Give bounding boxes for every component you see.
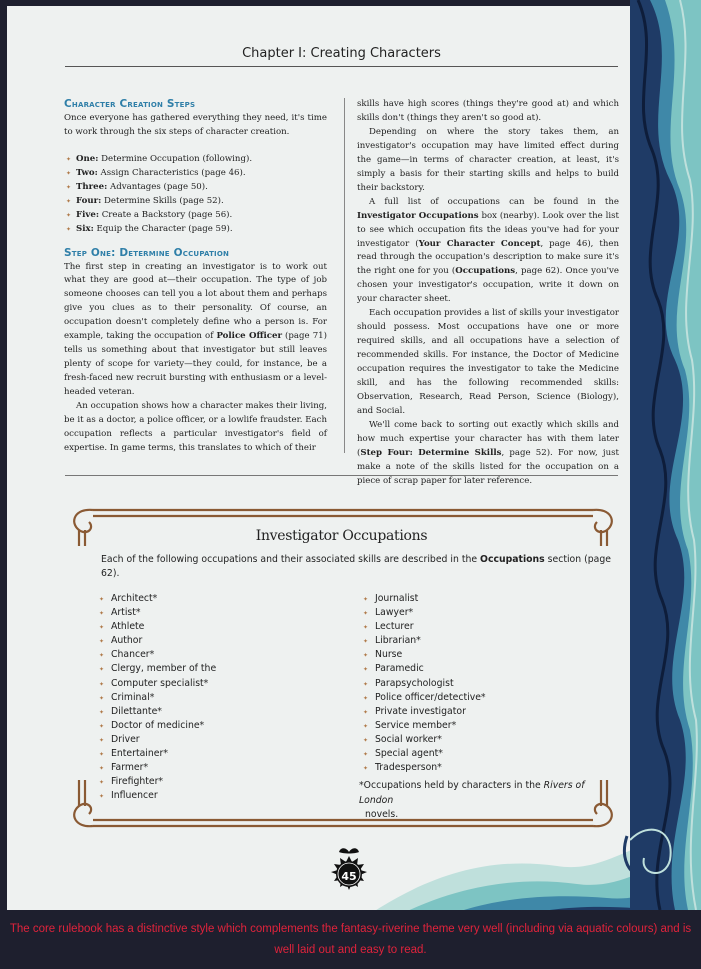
rulebook-page [7,6,667,910]
occupation-item: ✦ Social worker* [363,733,603,747]
occupation-item: ✦ Artist* [99,606,329,620]
occupation-item: ✦ Entertainer* [99,747,329,761]
paragraph: Each occupation provides a list of skills your investigator should possess. Most occupations have one or more required skills, and all occupations have a selection of recommended skills. For instance, the Doctor of Medicine occupation requires the investigator to take the Medicine skill, and has the following recommended skills: Observation, Research, Read Person, Science (Biology), and Social. [357,308,619,416]
occupation-item: ✦ Doctor of medicine* [99,719,329,733]
occupation-item: ✦ Service member* [363,719,603,733]
occupation-item: ✦ Journalist [363,592,603,606]
river-wave-border-decoration [630,0,701,910]
paragraph: A full list of occupations can be found in the Investigator Occupations box (nearby). Look over the list to see which occupation fits the ideas you've had for your investigator (Your Character Concept, page 46), then read through the occupation's description to make sure it's the right one for you (Occupations, page 62). Once you've chosen your investigator's occupation, write it down on your character sheet. [357,196,620,305]
column-divider [344,98,345,453]
occupation-item: ✦ Chancer* [99,648,329,662]
occupation-item: ✦ Lecturer [363,620,603,634]
steps-list [64,153,327,237]
page-number: 45 [341,870,357,883]
paragraph: Depending on where the story takes them, an investigator's occupation may have limited effect during the game—in terms of character creation, at least, it's simply a basis for their starting skills and helps to build their backstory. [357,126,619,193]
occupation-item: ✦ Architect* [99,592,329,606]
occupation-item: ✦ Special agent* [363,747,603,761]
occupations-list-left [99,592,329,803]
step-item: ✦ One: Determine Occupation (following). [66,153,327,167]
occupation-item: ✦ Police officer/detective* [363,691,603,705]
section-heading-steps: Character Creation Steps [64,98,196,110]
occupation-item: ✦ Athlete [99,620,329,634]
chapter-title: Chapter I: Creating Characters [242,46,441,61]
occupation-item: ✦ Firefighter* [99,775,329,789]
occupation-item: ✦ Computer specialist* [99,677,329,691]
spacer [64,140,327,153]
paragraph: We'll come back to sorting out exactly which skills and how much expertise your character has with them later (Step Four: Determine Skills, page 52). For now, just make a note of the skills listed for the occupation on a piece of scrap paper for later reference. [357,419,619,486]
step-item: ✦ Two: Assign Characteristics (page 46). [66,167,327,181]
occupation-item: ✦ Clergy, member of the [99,662,329,676]
occupation-item: ✦ Paramedic [363,662,603,676]
section-rule [65,475,618,476]
step-item: ✦ Four: Determine Skills (page 52). [66,195,327,209]
paragraph: skills have high scores (things they're good at) and which skills don't (things they aren't so good at). [357,99,619,123]
left-column [64,98,327,456]
occupation-item: ✦ Nurse [363,648,603,662]
section-heading-step-one: Step One: Determine Occupation [64,246,230,259]
box-intro: Each of the following occupations and their associated skills are described in the Occupations section (page 62). [101,554,611,579]
occupation-item: ✦ Farmer* [99,761,329,775]
paragraph: The first step in creating an investigator is to work out what they are good at—their occupation. The type of job someone chooses can tell you a lot about them and perhaps give you clues as to their personality. Of course, an occupation doesn't completely define who a person is. For example, taking the occupation of Police Officer (page 71) tells us something about that investigator but still leaves plenty of scope for variety—they could, for instance, be a fresh-faced new recruit bursting with enthusiasm or a level-headed veteran. [64,261,327,398]
steps-intro: Once everyone has gathered everything they need, it's time to work through the six steps of character creation. [64,112,327,137]
paragraph: An occupation shows how a character makes their living, be it as a doctor, a police officer, or a lowlife fraudster. Each occupation reflects a particular investigator's field of expertise. In game terms, this translates to which of their [64,401,327,453]
occupations-list-right [363,592,603,775]
occupation-item: ✦ Driver [99,733,329,747]
box-title: Investigator Occupations [255,528,428,544]
spacer [64,237,327,247]
occupation-item: ✦ Dilettante* [99,705,329,719]
occupations-footnote: *Occupations held by characters in the Rivers of London novels. [359,779,609,823]
header-rule [65,66,618,67]
occupation-item: ✦ Tradesperson* [363,761,603,775]
occupation-item: ✦ Lawyer* [363,606,603,620]
step-item: ✦ Five: Create a Backstory (page 56). [66,209,327,223]
occupation-item: ✦ Librarian* [363,634,603,648]
step-item: ✦ Six: Equip the Character (page 59). [66,223,327,237]
footnote-line: novels. [365,809,399,820]
right-column [357,98,619,489]
occupation-item: ✦ Criminal* [99,691,329,705]
image-caption: The core rulebook has a distinctive style which complements the fantasy-riverine theme very well (including via aquatic colours) and is well laid out and easy to read. [9,923,692,956]
occupation-item: ✦ Parapsychologist [363,677,603,691]
occupation-item: ✦ Author [99,634,329,648]
occupation-item: ✦ Influencer [99,789,329,803]
step-item: ✦ Three: Advantages (page 50). [66,181,327,195]
occupation-item: ✦ Private investigator [363,705,603,719]
